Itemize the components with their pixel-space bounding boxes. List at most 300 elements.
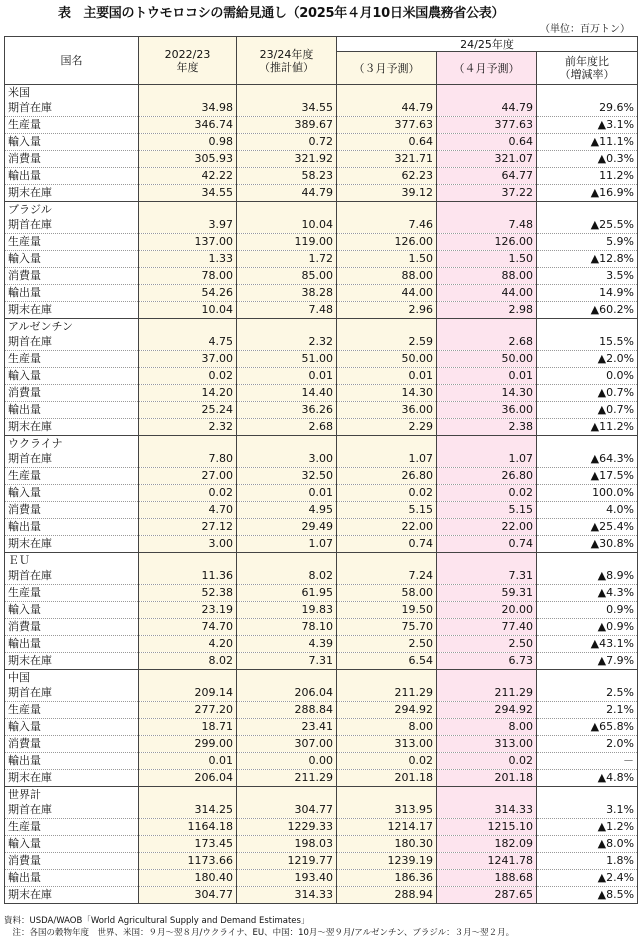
value-march-forecast: 26.80 <box>337 468 437 485</box>
value-yoy-change: ▲11.2% <box>537 419 638 436</box>
value-april-forecast: 7.31 <box>437 568 537 585</box>
value-yoy-change: 3.1% <box>537 802 638 819</box>
value-2022-23: 1.33 <box>139 251 237 268</box>
item-label: 輸入量 <box>5 719 139 736</box>
value-april-forecast: 1.50 <box>437 251 537 268</box>
value-april-forecast: 14.30 <box>437 385 537 402</box>
section-header-row <box>5 553 638 569</box>
table-row <box>5 753 638 770</box>
value-yoy-change: ▲0.3% <box>537 151 638 168</box>
country-name: 世界計 <box>5 787 139 803</box>
value-march-forecast: 5.15 <box>337 502 437 519</box>
item-label: 輸入量 <box>5 836 139 853</box>
value-yoy-change: ▲11.1% <box>537 134 638 151</box>
value-march-forecast: 0.01 <box>337 368 437 385</box>
value-april-forecast: 22.00 <box>437 519 537 536</box>
value-2022-23: 8.02 <box>139 653 237 670</box>
item-label: 期末在庫 <box>5 536 139 553</box>
value-23-24: 2.68 <box>237 419 337 436</box>
country-name: アルゼンチン <box>5 319 139 335</box>
table-row <box>5 887 638 904</box>
section-header-cell <box>537 787 638 803</box>
value-yoy-change: ▲4.3% <box>537 585 638 602</box>
value-yoy-change: ▲25.4% <box>537 519 638 536</box>
value-yoy-change: ▲64.3% <box>537 451 638 468</box>
item-label: 輸出量 <box>5 753 139 770</box>
value-march-forecast: 2.59 <box>337 334 437 351</box>
value-april-forecast: 1215.10 <box>437 819 537 836</box>
section-header-cell <box>437 202 537 218</box>
item-label: 輸出量 <box>5 168 139 185</box>
item-label: 消費量 <box>5 736 139 753</box>
value-2022-23: 0.02 <box>139 485 237 502</box>
value-march-forecast: 1214.17 <box>337 819 437 836</box>
value-23-24: 51.00 <box>237 351 337 368</box>
value-yoy-change: － <box>537 753 638 770</box>
value-march-forecast: 2.29 <box>337 419 437 436</box>
value-march-forecast: 211.29 <box>337 685 437 702</box>
table-row <box>5 636 638 653</box>
value-april-forecast: 7.48 <box>437 217 537 234</box>
item-label: 輸出量 <box>5 636 139 653</box>
value-23-24: 14.40 <box>237 385 337 402</box>
value-april-forecast: 0.02 <box>437 753 537 770</box>
value-april-forecast: 188.68 <box>437 870 537 887</box>
section-header-cell <box>337 319 437 335</box>
table-title: 表 主要国のトウモロコシの需給見通し（2025年４月10日米国農務省公表） <box>58 6 505 21</box>
value-april-forecast: 0.64 <box>437 134 537 151</box>
value-2022-23: 23.19 <box>139 602 237 619</box>
section-header-cell <box>537 436 638 452</box>
table-row <box>5 568 638 585</box>
value-2022-23: 299.00 <box>139 736 237 753</box>
value-april-forecast: 377.63 <box>437 117 537 134</box>
header-country: 国名 <box>5 37 139 85</box>
value-yoy-change: ▲65.8% <box>537 719 638 736</box>
table-row <box>5 485 638 502</box>
table-row <box>5 351 638 368</box>
value-23-24: 198.03 <box>237 836 337 853</box>
value-march-forecast: 2.96 <box>337 302 437 319</box>
value-23-24: 32.50 <box>237 468 337 485</box>
value-yoy-change: ▲4.8% <box>537 770 638 787</box>
value-april-forecast: 36.00 <box>437 402 537 419</box>
section-header-cell <box>337 85 437 101</box>
value-march-forecast: 180.30 <box>337 836 437 853</box>
value-yoy-change: ▲0.7% <box>537 385 638 402</box>
table-row <box>5 468 638 485</box>
value-yoy-change: 2.0% <box>537 736 638 753</box>
value-yoy-change: 2.1% <box>537 702 638 719</box>
header-yoy-change: 前年度比 （増減率） <box>537 52 638 85</box>
value-23-24: 2.32 <box>237 334 337 351</box>
item-label: 生産量 <box>5 585 139 602</box>
item-label: 消費量 <box>5 502 139 519</box>
value-april-forecast: 50.00 <box>437 351 537 368</box>
value-march-forecast: 1.07 <box>337 451 437 468</box>
value-yoy-change: ▲0.9% <box>537 619 638 636</box>
value-april-forecast: 77.40 <box>437 619 537 636</box>
value-april-forecast: 6.73 <box>437 653 537 670</box>
value-2022-23: 209.14 <box>139 685 237 702</box>
value-23-24: 193.40 <box>237 870 337 887</box>
item-label: 期首在庫 <box>5 802 139 819</box>
item-label: 輸出量 <box>5 285 139 302</box>
value-april-forecast: 287.65 <box>437 887 537 904</box>
value-2022-23: 34.98 <box>139 100 237 117</box>
value-23-24: 1.07 <box>237 536 337 553</box>
value-yoy-change: ▲3.1% <box>537 117 638 134</box>
value-2022-23: 54.26 <box>139 285 237 302</box>
section-header-cell <box>337 787 437 803</box>
value-yoy-change: 3.5% <box>537 268 638 285</box>
item-label: 期末在庫 <box>5 887 139 904</box>
value-23-24: 119.00 <box>237 234 337 251</box>
section-header-cell <box>139 553 237 569</box>
value-yoy-change: 1.8% <box>537 853 638 870</box>
item-label: 期末在庫 <box>5 302 139 319</box>
item-label: 輸入量 <box>5 251 139 268</box>
value-23-24: 288.84 <box>237 702 337 719</box>
value-march-forecast: 39.12 <box>337 185 437 202</box>
item-label: 輸出量 <box>5 519 139 536</box>
item-label: 消費量 <box>5 619 139 636</box>
value-23-24: 58.23 <box>237 168 337 185</box>
value-april-forecast: 88.00 <box>437 268 537 285</box>
country-name: 米国 <box>5 85 139 101</box>
section-header-cell <box>437 319 537 335</box>
section-header-cell <box>237 202 337 218</box>
value-2022-23: 11.36 <box>139 568 237 585</box>
value-march-forecast: 321.71 <box>337 151 437 168</box>
value-yoy-change: ▲43.1% <box>537 636 638 653</box>
value-yoy-change: 0.0% <box>537 368 638 385</box>
value-23-24: 1219.77 <box>237 853 337 870</box>
value-march-forecast: 62.23 <box>337 168 437 185</box>
table-row <box>5 602 638 619</box>
value-march-forecast: 8.00 <box>337 719 437 736</box>
value-2022-23: 3.00 <box>139 536 237 553</box>
value-april-forecast: 1241.78 <box>437 853 537 870</box>
value-yoy-change: 5.9% <box>537 234 638 251</box>
item-label: 生産量 <box>5 234 139 251</box>
section-header-cell <box>139 670 237 686</box>
value-23-24: 85.00 <box>237 268 337 285</box>
table-row <box>5 870 638 887</box>
season-note: 注：各国の穀物年度 世界、米国：９月～翌８月/ウクライナ、EU、中国：10月～翌９月/アルゼンチン、ブラジル：３月～翌２月。 <box>4 928 515 938</box>
value-2022-23: 1173.66 <box>139 853 237 870</box>
value-23-24: 61.95 <box>237 585 337 602</box>
value-2022-23: 346.74 <box>139 117 237 134</box>
section-header-row <box>5 85 638 101</box>
value-yoy-change: 15.5% <box>537 334 638 351</box>
value-23-24: 34.55 <box>237 100 337 117</box>
section-header-cell <box>139 787 237 803</box>
value-yoy-change: ▲7.9% <box>537 653 638 670</box>
value-yoy-change: 4.0% <box>537 502 638 519</box>
item-label: 輸入量 <box>5 485 139 502</box>
value-23-24: 4.39 <box>237 636 337 653</box>
table-row <box>5 285 638 302</box>
value-april-forecast: 201.18 <box>437 770 537 787</box>
header-april-forecast: （４月予測） <box>437 52 537 85</box>
value-april-forecast: 0.74 <box>437 536 537 553</box>
table-row <box>5 134 638 151</box>
table-row <box>5 151 638 168</box>
table-row <box>5 702 638 719</box>
value-yoy-change: ▲12.8% <box>537 251 638 268</box>
value-2022-23: 277.20 <box>139 702 237 719</box>
section-header-cell <box>437 85 537 101</box>
item-label: 生産量 <box>5 468 139 485</box>
country-name: ブラジル <box>5 202 139 218</box>
source-note: 資料：USDA/WAOB「World Agricultural Supply and Demand Estimates」 <box>4 916 310 926</box>
section-header-cell <box>337 436 437 452</box>
table-row <box>5 619 638 636</box>
value-april-forecast: 0.01 <box>437 368 537 385</box>
value-april-forecast: 211.29 <box>437 685 537 702</box>
value-2022-23: 305.93 <box>139 151 237 168</box>
table-body <box>5 85 638 904</box>
table-row <box>5 502 638 519</box>
item-label: 消費量 <box>5 268 139 285</box>
item-label: 生産量 <box>5 702 139 719</box>
value-april-forecast: 8.00 <box>437 719 537 736</box>
value-2022-23: 27.12 <box>139 519 237 536</box>
section-header-cell <box>337 553 437 569</box>
value-april-forecast: 26.80 <box>437 468 537 485</box>
value-23-24: 8.02 <box>237 568 337 585</box>
section-header-cell <box>537 319 638 335</box>
value-23-24: 19.83 <box>237 602 337 619</box>
value-2022-23: 0.01 <box>139 753 237 770</box>
section-header-cell <box>139 436 237 452</box>
supply-demand-table <box>4 36 638 904</box>
value-march-forecast: 44.00 <box>337 285 437 302</box>
value-march-forecast: 7.24 <box>337 568 437 585</box>
section-header-cell <box>437 670 537 686</box>
value-yoy-change: ▲2.4% <box>537 870 638 887</box>
value-april-forecast: 0.02 <box>437 485 537 502</box>
value-yoy-change: ▲17.5% <box>537 468 638 485</box>
value-april-forecast: 2.38 <box>437 419 537 436</box>
value-march-forecast: 50.00 <box>337 351 437 368</box>
value-yoy-change: ▲8.5% <box>537 887 638 904</box>
table-row <box>5 168 638 185</box>
value-march-forecast: 36.00 <box>337 402 437 419</box>
table-row <box>5 685 638 702</box>
section-header-cell <box>437 553 537 569</box>
country-name: ＥＵ <box>5 553 139 569</box>
value-yoy-change: 100.0% <box>537 485 638 502</box>
value-yoy-change: ▲60.2% <box>537 302 638 319</box>
item-label: 輸入量 <box>5 602 139 619</box>
value-23-24: 1.72 <box>237 251 337 268</box>
value-2022-23: 3.97 <box>139 217 237 234</box>
value-23-24: 29.49 <box>237 519 337 536</box>
section-header-cell <box>337 670 437 686</box>
value-march-forecast: 14.30 <box>337 385 437 402</box>
value-23-24: 304.77 <box>237 802 337 819</box>
value-march-forecast: 6.54 <box>337 653 437 670</box>
item-label: 輸入量 <box>5 134 139 151</box>
value-yoy-change: 2.5% <box>537 685 638 702</box>
value-2022-23: 42.22 <box>139 168 237 185</box>
table-row <box>5 836 638 853</box>
value-2022-23: 304.77 <box>139 887 237 904</box>
value-23-24: 206.04 <box>237 685 337 702</box>
value-april-forecast: 2.50 <box>437 636 537 653</box>
section-header-cell <box>139 202 237 218</box>
section-header-cell <box>437 787 537 803</box>
value-march-forecast: 313.00 <box>337 736 437 753</box>
country-name: ウクライナ <box>5 436 139 452</box>
value-march-forecast: 0.02 <box>337 485 437 502</box>
value-march-forecast: 22.00 <box>337 519 437 536</box>
value-23-24: 314.33 <box>237 887 337 904</box>
item-label: 期末在庫 <box>5 653 139 670</box>
value-23-24: 1229.33 <box>237 819 337 836</box>
item-label: 期首在庫 <box>5 217 139 234</box>
value-march-forecast: 0.64 <box>337 134 437 151</box>
value-yoy-change: ▲8.9% <box>537 568 638 585</box>
section-header-cell <box>537 670 638 686</box>
value-2022-23: 34.55 <box>139 185 237 202</box>
table-row <box>5 100 638 117</box>
item-label: 輸出量 <box>5 402 139 419</box>
item-label: 期末在庫 <box>5 185 139 202</box>
value-2022-23: 0.98 <box>139 134 237 151</box>
section-header-cell <box>237 553 337 569</box>
header-2022-23: 2022/23 年度 <box>139 37 237 85</box>
section-header-cell <box>237 436 337 452</box>
table-row <box>5 719 638 736</box>
value-april-forecast: 44.79 <box>437 100 537 117</box>
value-2022-23: 7.80 <box>139 451 237 468</box>
section-header-cell <box>537 85 638 101</box>
section-header-row <box>5 436 638 452</box>
section-header-cell <box>237 85 337 101</box>
item-label: 消費量 <box>5 853 139 870</box>
value-march-forecast: 288.94 <box>337 887 437 904</box>
value-april-forecast: 2.68 <box>437 334 537 351</box>
section-header-cell <box>139 85 237 101</box>
value-march-forecast: 75.70 <box>337 619 437 636</box>
value-yoy-change: 14.9% <box>537 285 638 302</box>
table-row <box>5 368 638 385</box>
value-23-24: 10.04 <box>237 217 337 234</box>
value-yoy-change: ▲25.5% <box>537 217 638 234</box>
value-april-forecast: 126.00 <box>437 234 537 251</box>
item-label: 期首在庫 <box>5 100 139 117</box>
value-april-forecast: 2.98 <box>437 302 537 319</box>
value-2022-23: 10.04 <box>139 302 237 319</box>
table-row <box>5 185 638 202</box>
value-23-24: 23.41 <box>237 719 337 736</box>
table-row <box>5 519 638 536</box>
value-march-forecast: 88.00 <box>337 268 437 285</box>
section-header-cell <box>237 670 337 686</box>
value-23-24: 0.00 <box>237 753 337 770</box>
table-row <box>5 268 638 285</box>
item-label: 期末在庫 <box>5 419 139 436</box>
value-march-forecast: 7.46 <box>337 217 437 234</box>
header-march-forecast: （３月予測） <box>337 52 437 85</box>
value-2022-23: 4.75 <box>139 334 237 351</box>
table-row <box>5 217 638 234</box>
table-row <box>5 419 638 436</box>
value-23-24: 7.48 <box>237 302 337 319</box>
value-2022-23: 0.02 <box>139 368 237 385</box>
section-header-row <box>5 319 638 335</box>
section-header-cell <box>537 202 638 218</box>
table-row <box>5 234 638 251</box>
unit-label: （単位：百万トン） <box>540 24 630 35</box>
section-header-cell <box>237 787 337 803</box>
item-label: 期首在庫 <box>5 334 139 351</box>
value-23-24: 0.01 <box>237 368 337 385</box>
table-row <box>5 536 638 553</box>
value-yoy-change: ▲1.2% <box>537 819 638 836</box>
value-march-forecast: 0.02 <box>337 753 437 770</box>
item-label: 期首在庫 <box>5 451 139 468</box>
value-april-forecast: 20.00 <box>437 602 537 619</box>
table-row <box>5 819 638 836</box>
item-label: 期末在庫 <box>5 770 139 787</box>
value-2022-23: 52.38 <box>139 585 237 602</box>
section-header-row <box>5 670 638 686</box>
value-2022-23: 4.20 <box>139 636 237 653</box>
value-2022-23: 137.00 <box>139 234 237 251</box>
value-yoy-change: 29.6% <box>537 100 638 117</box>
value-2022-23: 14.20 <box>139 385 237 402</box>
value-april-forecast: 182.09 <box>437 836 537 853</box>
table-row <box>5 385 638 402</box>
value-march-forecast: 0.74 <box>337 536 437 553</box>
item-label: 輸入量 <box>5 368 139 385</box>
value-2022-23: 173.45 <box>139 836 237 853</box>
value-april-forecast: 44.00 <box>437 285 537 302</box>
value-23-24: 38.28 <box>237 285 337 302</box>
value-2022-23: 18.71 <box>139 719 237 736</box>
item-label: 生産量 <box>5 117 139 134</box>
table-row <box>5 402 638 419</box>
item-label: 消費量 <box>5 151 139 168</box>
item-label: 期首在庫 <box>5 685 139 702</box>
value-april-forecast: 59.31 <box>437 585 537 602</box>
value-march-forecast: 201.18 <box>337 770 437 787</box>
value-march-forecast: 1239.19 <box>337 853 437 870</box>
value-march-forecast: 294.92 <box>337 702 437 719</box>
value-april-forecast: 5.15 <box>437 502 537 519</box>
value-march-forecast: 2.50 <box>337 636 437 653</box>
table-row <box>5 853 638 870</box>
value-april-forecast: 313.00 <box>437 736 537 753</box>
value-2022-23: 27.00 <box>139 468 237 485</box>
value-2022-23: 78.00 <box>139 268 237 285</box>
value-23-24: 307.00 <box>237 736 337 753</box>
item-label: 消費量 <box>5 385 139 402</box>
value-2022-23: 180.40 <box>139 870 237 887</box>
value-march-forecast: 44.79 <box>337 100 437 117</box>
footnotes <box>4 915 514 939</box>
value-23-24: 4.95 <box>237 502 337 519</box>
value-yoy-change: 0.9% <box>537 602 638 619</box>
section-header-row <box>5 202 638 218</box>
value-march-forecast: 313.95 <box>337 802 437 819</box>
value-2022-23: 74.70 <box>139 619 237 636</box>
table-row <box>5 585 638 602</box>
